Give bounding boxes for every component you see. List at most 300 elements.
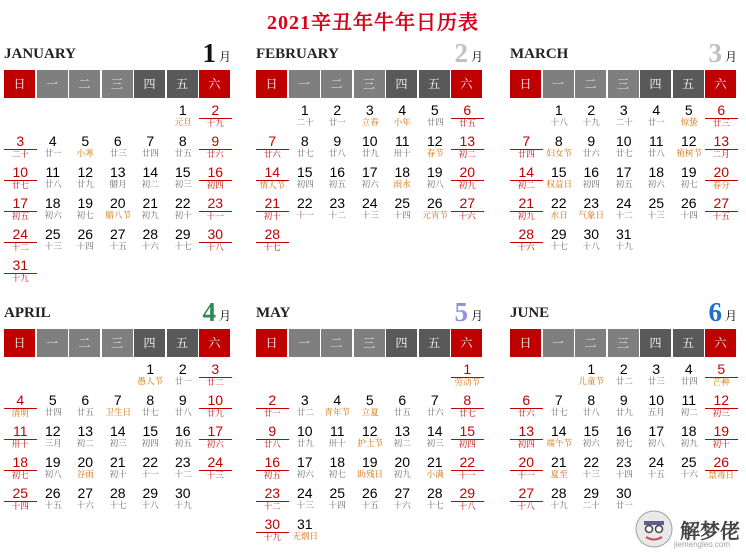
day-cell[interactable] (199, 359, 232, 390)
day-cell[interactable] (543, 100, 576, 131)
day-number: 14 (510, 165, 543, 181)
day-cell[interactable] (354, 131, 387, 162)
day-cell[interactable] (102, 452, 135, 483)
day-cell[interactable] (451, 162, 484, 193)
day-cell[interactable] (510, 483, 543, 514)
day-cell[interactable] (575, 162, 608, 193)
day-number: 1 (554, 102, 563, 118)
day-number: 7 (554, 392, 563, 408)
day-cell[interactable] (640, 131, 673, 162)
day-number: 16 (174, 423, 191, 439)
day-cell[interactable] (167, 421, 200, 452)
lunar-label: 十九 (550, 501, 568, 511)
lunar-label: 廿六 (206, 150, 224, 160)
day-cell[interactable] (4, 452, 37, 483)
day-cell[interactable] (386, 452, 419, 483)
day-cell[interactable] (451, 421, 484, 452)
day-cell[interactable] (354, 390, 387, 421)
watermark (634, 509, 740, 549)
day-cell[interactable] (419, 131, 452, 162)
day-cell[interactable] (256, 224, 289, 255)
day-cell[interactable] (37, 162, 70, 193)
empty-cell (256, 359, 289, 390)
month-number: 6 (708, 297, 722, 327)
day-number: 16 (615, 423, 632, 439)
day-cell[interactable] (167, 452, 200, 483)
day-cell[interactable] (167, 483, 200, 514)
day-cell[interactable] (640, 359, 673, 390)
day-cell[interactable] (256, 193, 289, 224)
day-cell[interactable] (321, 452, 354, 483)
day-cell[interactable] (510, 452, 543, 483)
day-cell[interactable] (199, 390, 232, 421)
day-grid (256, 100, 484, 255)
day-cell[interactable] (289, 390, 322, 421)
day-cell[interactable] (510, 390, 543, 421)
day-cell[interactable] (705, 421, 738, 452)
lunar-label: 初二 (141, 180, 159, 190)
lunar-label: 卅十 (393, 149, 411, 159)
watermark-url: jiemengleo.com (673, 540, 730, 549)
day-cell[interactable] (256, 390, 289, 421)
day-cell[interactable] (199, 224, 232, 255)
day-cell[interactable] (451, 131, 484, 162)
day-cell[interactable] (451, 100, 484, 131)
lunar-label: 廿六 (263, 150, 281, 160)
day-cell[interactable] (419, 421, 452, 452)
day-cell[interactable] (386, 421, 419, 452)
day-cell[interactable] (705, 452, 738, 483)
lunar-label: 十七 (174, 242, 192, 252)
day-number: 14 (109, 423, 126, 439)
day-number: 21 (426, 454, 443, 470)
lunar-label: 春节 (426, 149, 444, 159)
day-number: 9 (256, 424, 289, 440)
lunar-label: 青年节 (324, 408, 351, 418)
lunar-label: 廿三 (647, 377, 665, 387)
day-cell[interactable] (451, 390, 484, 421)
day-cell[interactable] (575, 359, 608, 390)
day-cell[interactable] (37, 131, 70, 162)
day-number: 23 (199, 196, 232, 212)
lunar-label: 十二 (615, 211, 633, 221)
day-cell[interactable] (640, 390, 673, 421)
weekday-1: 一 (37, 70, 68, 98)
day-cell[interactable] (608, 359, 641, 390)
lunar-label: 廿六 (517, 409, 535, 419)
day-cell[interactable] (608, 162, 641, 193)
lunar-label: 腊八节 (104, 211, 131, 221)
day-number: 8 (554, 133, 563, 149)
day-cell[interactable] (69, 421, 102, 452)
day-cell[interactable] (543, 452, 576, 483)
day-cell[interactable] (289, 514, 322, 545)
lunar-label: 初八 (426, 180, 444, 190)
day-cell[interactable] (69, 483, 102, 514)
day-cell[interactable] (4, 483, 37, 514)
day-cell[interactable] (419, 193, 452, 224)
lunar-label: 十一 (141, 470, 159, 480)
weekday-6: 六 (705, 70, 736, 98)
day-cell[interactable] (199, 452, 232, 483)
day-cell[interactable] (608, 193, 641, 224)
day-cell[interactable] (134, 131, 167, 162)
day-number: 22 (451, 455, 484, 471)
lunar-label: 廿七 (458, 409, 476, 419)
day-cell[interactable] (69, 390, 102, 421)
day-cell[interactable] (199, 100, 232, 131)
day-cell[interactable] (705, 193, 738, 224)
day-number: 8 (178, 133, 187, 149)
day-cell[interactable] (4, 255, 37, 286)
lunar-label: 端午节 (545, 439, 572, 449)
weekday-4: 四 (640, 70, 671, 98)
day-number: 24 (199, 455, 232, 471)
lunar-label: 廿一 (615, 501, 633, 511)
weekday-2: 二 (321, 329, 352, 357)
day-cell[interactable] (575, 224, 608, 255)
day-cell[interactable] (673, 359, 706, 390)
day-cell[interactable] (386, 193, 419, 224)
day-cell[interactable] (510, 162, 543, 193)
day-cell[interactable] (102, 224, 135, 255)
day-cell[interactable] (451, 483, 484, 514)
day-cell[interactable] (4, 193, 37, 224)
day-cell[interactable] (451, 452, 484, 483)
day-cell[interactable] (354, 100, 387, 131)
day-cell[interactable] (167, 131, 200, 162)
lunar-label: 廿一 (328, 118, 346, 128)
day-number: 10 (4, 165, 37, 181)
day-number: 31 (615, 226, 632, 242)
day-cell[interactable] (354, 193, 387, 224)
day-cell[interactable] (640, 421, 673, 452)
day-number: 2 (619, 361, 628, 377)
day-cell[interactable] (69, 452, 102, 483)
lunar-label: 初四 (517, 440, 535, 450)
day-number: 28 (142, 226, 159, 242)
weekday-2: 二 (321, 70, 352, 98)
day-number: 2 (587, 102, 596, 118)
day-number: 24 (4, 227, 37, 243)
weekday-header (256, 329, 484, 357)
day-cell[interactable] (354, 452, 387, 483)
weekday-5: 五 (419, 70, 450, 98)
day-grid (510, 359, 738, 514)
day-number: 4 (48, 133, 57, 149)
day-cell[interactable] (321, 421, 354, 452)
day-cell[interactable] (354, 162, 387, 193)
lunar-label: 十七 (550, 242, 568, 252)
empty-cell (4, 100, 37, 131)
day-cell[interactable] (705, 390, 738, 421)
day-number: 30 (199, 227, 232, 243)
day-cell[interactable] (69, 224, 102, 255)
day-cell[interactable] (575, 131, 608, 162)
day-cell[interactable] (256, 514, 289, 545)
day-cell[interactable] (608, 224, 641, 255)
day-cell[interactable] (673, 162, 706, 193)
lunar-label: 十八 (517, 502, 535, 512)
day-cell[interactable] (4, 131, 37, 162)
day-cell[interactable] (256, 421, 289, 452)
day-number: 4 (684, 361, 693, 377)
day-cell[interactable] (199, 421, 232, 452)
weekday-1: 一 (543, 70, 574, 98)
weekday-0: 日 (256, 70, 287, 98)
day-cell[interactable] (419, 452, 452, 483)
day-cell[interactable] (167, 224, 200, 255)
day-cell[interactable] (543, 421, 576, 452)
day-cell[interactable] (575, 452, 608, 483)
lunar-label: 十九 (582, 118, 600, 128)
day-cell[interactable] (289, 162, 322, 193)
day-cell[interactable] (167, 162, 200, 193)
day-cell[interactable] (705, 131, 738, 162)
day-number: 6 (451, 103, 484, 119)
day-cell[interactable] (575, 421, 608, 452)
day-number: 7 (146, 133, 155, 149)
lunar-label: 妇女节 (545, 149, 572, 159)
lunar-label: 立夏 (361, 408, 379, 418)
day-cell[interactable] (289, 452, 322, 483)
lunar-label: 初九 (141, 211, 159, 221)
lunar-label: 十七 (426, 501, 444, 511)
day-cell[interactable] (705, 162, 738, 193)
day-number: 18 (329, 454, 346, 470)
day-cell[interactable] (289, 193, 322, 224)
day-cell[interactable] (451, 359, 484, 390)
day-cell[interactable] (673, 193, 706, 224)
day-cell[interactable] (134, 483, 167, 514)
day-cell[interactable] (102, 421, 135, 452)
day-cell[interactable] (419, 483, 452, 514)
day-number: 3 (365, 102, 374, 118)
day-cell[interactable] (102, 390, 135, 421)
day-cell[interactable] (451, 193, 484, 224)
day-cell[interactable] (102, 193, 135, 224)
day-cell[interactable] (4, 162, 37, 193)
day-number: 30 (174, 485, 191, 501)
lunar-label: 十二 (174, 470, 192, 480)
day-cell[interactable] (386, 162, 419, 193)
day-number: 18 (394, 164, 411, 180)
day-number: 2 (199, 103, 232, 119)
day-cell[interactable] (134, 359, 167, 390)
lunar-label: 初三 (174, 180, 192, 190)
day-cell[interactable] (543, 483, 576, 514)
weekday-3: 三 (102, 70, 133, 98)
weekday-4: 四 (134, 329, 165, 357)
day-cell[interactable] (705, 100, 738, 131)
day-cell[interactable] (37, 224, 70, 255)
day-cell[interactable] (608, 421, 641, 452)
day-cell[interactable] (575, 483, 608, 514)
day-cell[interactable] (640, 193, 673, 224)
day-number: 5 (48, 392, 57, 408)
day-number: 25 (394, 195, 411, 211)
day-cell[interactable] (134, 224, 167, 255)
weekday-1: 一 (543, 329, 574, 357)
day-number: 31 (296, 516, 313, 532)
day-cell[interactable] (256, 452, 289, 483)
day-number: 7 (113, 392, 122, 408)
lunar-label: 卅十 (11, 440, 29, 450)
day-number: 14 (142, 164, 159, 180)
day-cell[interactable] (673, 452, 706, 483)
day-cell[interactable] (510, 224, 543, 255)
day-cell[interactable] (386, 131, 419, 162)
day-cell[interactable] (37, 390, 70, 421)
day-cell[interactable] (386, 390, 419, 421)
lunar-label: 十九 (206, 119, 224, 129)
day-cell[interactable] (419, 162, 452, 193)
weekday-5: 五 (673, 70, 704, 98)
day-number: 25 (4, 486, 37, 502)
day-number: 21 (510, 196, 543, 212)
day-cell[interactable] (510, 193, 543, 224)
day-cell[interactable] (69, 193, 102, 224)
day-cell[interactable] (167, 359, 200, 390)
day-cell[interactable] (386, 100, 419, 131)
day-cell[interactable] (4, 390, 37, 421)
lunar-label: 初五 (174, 439, 192, 449)
lunar-label: 二十 (615, 118, 633, 128)
lunar-label: 十六 (141, 242, 159, 252)
lunar-label: 廿七 (141, 408, 159, 418)
day-cell[interactable] (543, 390, 576, 421)
day-cell[interactable] (321, 483, 354, 514)
day-cell[interactable] (134, 452, 167, 483)
day-cell[interactable] (37, 193, 70, 224)
day-cell[interactable] (673, 131, 706, 162)
day-cell[interactable] (608, 452, 641, 483)
day-cell[interactable] (608, 100, 641, 131)
lunar-label: 初七 (328, 470, 346, 480)
lunar-label: 小年 (393, 118, 411, 128)
day-number: 9 (199, 134, 232, 150)
day-cell[interactable] (289, 131, 322, 162)
day-cell[interactable] (37, 421, 70, 452)
lunar-label: 廿五 (174, 149, 192, 159)
day-cell[interactable] (608, 390, 641, 421)
day-cell[interactable] (69, 131, 102, 162)
day-number: 17 (4, 196, 37, 212)
day-number: 13 (77, 423, 94, 439)
day-cell[interactable] (543, 131, 576, 162)
lunar-label: 十五 (712, 212, 730, 222)
lunar-label: 十八 (206, 243, 224, 253)
day-cell[interactable] (256, 162, 289, 193)
lunar-label: 初七 (680, 180, 698, 190)
lunar-label: 十四 (615, 470, 633, 480)
day-cell[interactable] (289, 483, 322, 514)
day-number: 28 (109, 485, 126, 501)
lunar-label: 廿五 (76, 408, 94, 418)
month-header (510, 34, 738, 68)
day-cell[interactable] (543, 224, 576, 255)
weekday-4: 四 (134, 70, 165, 98)
day-number: 23 (615, 454, 632, 470)
day-number: 22 (174, 195, 191, 211)
day-cell[interactable] (4, 421, 37, 452)
day-cell[interactable] (167, 193, 200, 224)
day-cell[interactable] (640, 452, 673, 483)
day-cell[interactable] (386, 483, 419, 514)
day-number: 23 (256, 486, 289, 502)
day-cell[interactable] (167, 390, 200, 421)
day-cell[interactable] (510, 421, 543, 452)
day-cell[interactable] (102, 131, 135, 162)
day-cell[interactable] (289, 100, 322, 131)
day-cell[interactable] (134, 390, 167, 421)
day-cell[interactable] (37, 483, 70, 514)
day-number: 1 (178, 102, 187, 118)
lunar-label: 廿八 (174, 408, 192, 418)
day-cell[interactable] (354, 421, 387, 452)
lunar-label: 十一 (458, 471, 476, 481)
day-cell[interactable] (543, 193, 576, 224)
day-cell[interactable] (37, 452, 70, 483)
day-cell[interactable] (256, 483, 289, 514)
day-cell[interactable] (199, 131, 232, 162)
day-cell[interactable] (321, 390, 354, 421)
day-cell[interactable] (199, 162, 232, 193)
day-cell[interactable] (640, 100, 673, 131)
day-cell[interactable] (354, 483, 387, 514)
lunar-label: 廿一 (647, 118, 665, 128)
day-number: 5 (684, 102, 693, 118)
day-cell[interactable] (575, 390, 608, 421)
day-cell[interactable] (256, 131, 289, 162)
day-cell[interactable] (102, 483, 135, 514)
day-cell[interactable] (69, 162, 102, 193)
day-cell[interactable] (543, 162, 576, 193)
day-cell[interactable] (289, 421, 322, 452)
day-cell[interactable] (321, 131, 354, 162)
day-cell[interactable] (640, 162, 673, 193)
day-cell[interactable] (134, 162, 167, 193)
day-cell[interactable] (102, 162, 135, 193)
day-cell[interactable] (321, 100, 354, 131)
watermark-logo-icon (634, 509, 674, 549)
weekday-0: 日 (4, 70, 35, 98)
day-cell[interactable] (575, 193, 608, 224)
day-cell[interactable] (608, 131, 641, 162)
day-cell[interactable] (4, 224, 37, 255)
lunar-label: 初六 (647, 180, 665, 190)
day-cell[interactable] (134, 421, 167, 452)
day-cell[interactable] (199, 193, 232, 224)
day-cell[interactable] (167, 100, 200, 131)
day-cell[interactable] (134, 193, 167, 224)
lunar-label: 十九 (11, 274, 29, 284)
day-cell[interactable] (705, 359, 738, 390)
day-number: 11 (4, 424, 37, 440)
day-cell[interactable] (575, 100, 608, 131)
lunar-label: 廿九 (76, 180, 94, 190)
day-cell[interactable] (673, 390, 706, 421)
day-cell[interactable] (673, 100, 706, 131)
day-cell[interactable] (419, 100, 452, 131)
day-number: 1 (300, 102, 309, 118)
day-cell[interactable] (510, 131, 543, 162)
day-cell[interactable] (321, 193, 354, 224)
day-cell[interactable] (419, 390, 452, 421)
day-cell[interactable] (321, 162, 354, 193)
lunar-label: 初五 (615, 180, 633, 190)
day-cell[interactable] (673, 421, 706, 452)
